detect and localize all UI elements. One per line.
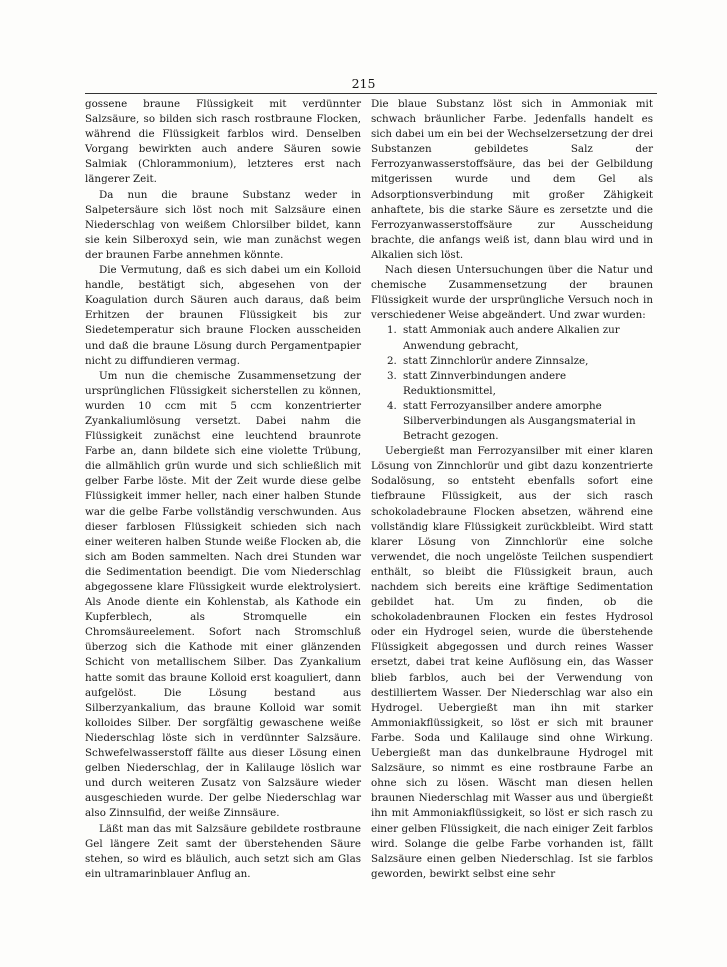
- list-item: [371, 399, 653, 444]
- list-item: [371, 369, 653, 399]
- list-item: [371, 323, 653, 353]
- paragraph: Uebergießt man Ferrozyansilber mit einer klaren Lösung von Zinnchlorür und gibt dazu konzentrierte Sodalösung, so entsteht ebenfalls sofort eine tiefbraune Flüssigkeit, aus der sich rasch schokoladebraune Flocken absetzen, während eine vollständig klare Flüssigkeit zurückbleibt. Wird statt klarer Lösung von Zinnchlorür eine solche verwendet, die noch ungelöste Teilchen suspendiert enthält, so bleibt die Flüssigkeit braun, auch nachdem sich bereits eine kräftige Sedimentation gebildet hat. Um zu finden, ob die schokoladenbraunen Flocken ein festes Hydrosol oder ein Hydrogel seien, wurde die überstehende Flüssigkeit abgegossen und durch reines Wasser ersetzt, dabei trat keine Auflösung ein, das Wasser blieb farblos, auch bei der Verwendung von destilliertem Wasser. Der Niederschlag war also ein Hydrogel. Uebergießt man ihn mit starker Ammoniakflüssigkeit, so löst er sich mit brauner Farbe. Soda und Kalilauge sind ohne Wirkung. Uebergießt man das dunkelbraune Hydrogel mit Salzsäure, so nimmt es eine rostbraune Farbe an ohne sich zu lösen. Wäscht man diesen hellen braunen Niederschlag mit Wasser aus und übergießt ihn mit Ammoniakflüssigkeit, so löst er sich rasch zu einer gelben Flüssigkeit, die nach einiger Zeit farblos wird. Solange die gelbe Farbe vorhanden ist, fällt Salzsäure einen gelben Niederschlag. Ist sie farblos geworden, bewirkt selbst eine sehr: [371, 445, 653, 880]
- list-number: 1.: [387, 324, 397, 337]
- paragraph: Die Vermutung, daß es sich dabei um ein Kolloid handle, bestätigt sich, abgesehen von der Koagulation durch Säuren auch daraus, daß beim Erhitzen der braunen Flüssigkeit bis zur Siedetemperatur sich braune Flocken ausscheiden und daß die braune Lösung durch Pergamentpapier nicht zu diffundieren vermag.: [85, 264, 361, 367]
- list-number: 4.: [387, 399, 397, 412]
- list-text: statt Ferrozyansilber andere amorphe Silberverbindungen als Ausgangsmaterial in Betracht gezogen.: [403, 399, 636, 443]
- list-text: statt Ammoniak auch andere Alkalien zur Anwendung gebracht,: [403, 324, 620, 352]
- header-rule: [85, 93, 657, 94]
- list-number: 3.: [387, 369, 397, 382]
- paragraph: gossene braune Flüssigkeit mit verdünnter Salzsäure, so bilden sich rasch rostbraune Flocken, während die Flüssigkeit farblos wird. Denselben Vorgang bewirkten auch andere Säuren sowie Salmiak (Chlorammonium), letzteres erst nach längerer Zeit.: [85, 98, 361, 186]
- list-text: statt Zinnchlorür andere Zinnsalze,: [403, 354, 589, 367]
- paragraph: Läßt man das mit Salzsäure gebildete rostbraune Gel längere Zeit samt der überstehenden Säure stehen, so wird es bläulich, auch setzt sich am Glas ein ultramarinblauer Anflug an.: [85, 822, 361, 880]
- right-column: [371, 97, 653, 882]
- page-number: 215: [351, 76, 376, 91]
- numbered-list: [371, 323, 653, 444]
- paragraph: Um nun die chemische Zusammensetzung der ursprünglichen Flüssigkeit sicherstellen zu können, wurden 10 ccm mit 5 ccm konzentrierter Zyankaliumlösung versetzt. Dabei nahm die Flüssigkeit zunächst eine leuchtend braunrote Farbe an, dann bildete sich eine violette Trübung, die allmählich grün wurde und sich schließlich mit gelber Farbe löste. Mit der Zeit wurde diese gelbe Flüssigkeit immer heller, nach einer halben Stunde war die gelbe Farbe vollständig verschwunden. Aus dieser farblosen Flüssigkeit schieden sich nach einer weiteren halben Stunde weiße Flocken ab, die sich am Boden sammelten. Nach drei Stunden war die Sedimentation beendigt. Die vom Niederschlag abgegossene klare Flüssigkeit wurde elektrolysiert. Als Anode diente ein Kohlenstab, als Kathode ein Kupferblech, als Stromquelle ein Chromsäureelement. Sofort nach Stromschluß überzog sich die Kathode mit einer glänzenden Schicht von metallischem Silber. Das Zyankalium hatte somit das braune Kolloid erst koaguliert, dann aufgelöst. Die Lösung bestand aus Silberzyankalium, das braune Kolloid war somit kolloides Silber. Der sorgfältig gewaschene weiße Niederschlag löste sich in verdünnter Salzsäure. Schwefelwasserstoff fällte aus dieser Lösung einen gelben Niederschlag, der in Kalilauge löslich war und durch weiteren Zusatz von Salzsäure wieder ausgeschieden wurde. Der gelbe Niederschlag war also Zinnsulfid, der weiße Zinnsäure.: [85, 369, 361, 820]
- list-number: 2.: [387, 354, 397, 367]
- left-column: [85, 97, 361, 882]
- list-item: [371, 354, 653, 369]
- list-text: statt Zinnverbindungen andere Reduktionsmittel,: [403, 369, 567, 397]
- paragraph: Da nun die braune Substanz weder in Salpetersäure sich löst noch mit Salzsäure einen Niederschlag von weißem Chlorsilber bildet, kann sie kein Silberoxyd sein, wie man zunächst wegen der braunen Farbe annehmen könnte.: [85, 188, 361, 261]
- paragraph: Die blaue Substanz löst sich in Ammoniak mit schwach bräunlicher Farbe. Jedenfalls handelt es sich dabei um ein bei der Wechselzersetzung der drei Substanzen gebildetes Salz der Ferrozyanwasserstoffsäure, das bei der Gelbildung mitgerissen wurde und dem Gel als Adsorptionsverbindung mit großer Zähigkeit anhaftete, bis die starke Säure es zersetzte und die Ferrozyanwasserstoffsäure zur Ausscheidung brachte, die anfangs weiß ist, dann blau wird und in Alkalien sich löst.: [371, 98, 653, 261]
- paragraph: Nach diesen Untersuchungen über die Natur und chemische Zusammensetzung der braunen Flüssigkeit wurde der ursprüngliche Versuch noch in verschiedener Weise abgeändert. Und zwar wurden:: [371, 264, 653, 322]
